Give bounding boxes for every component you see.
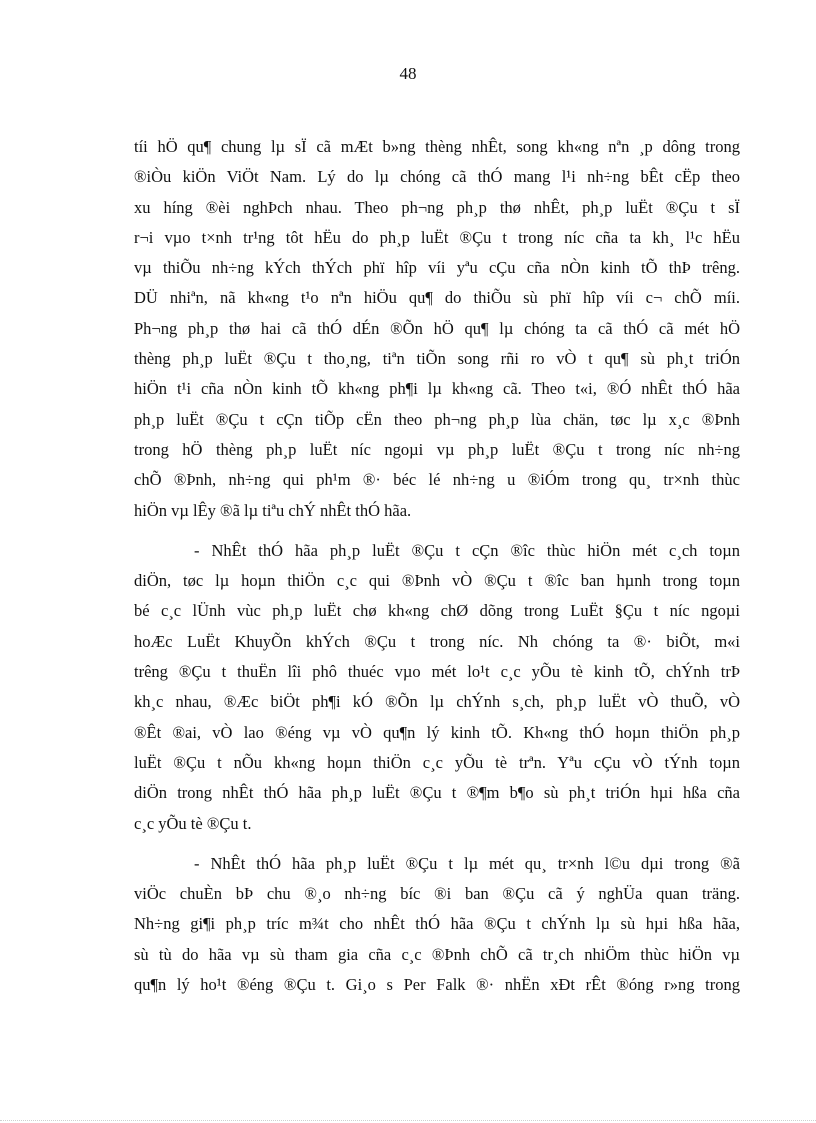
text-line: ®Êt ®ai, vÒ lao ®éng vµ vÒ qu¶n lý kinh tÕ. Kh«ng thÓ hoµn thiÖn ph¸p: [134, 722, 740, 742]
text-line: vµ thiÕu nh÷ng kÝch thÝch phï hîp víi yªu cÇu cña nÒn kinh tÕ thÞ trêng.: [134, 258, 740, 278]
text-line: tíi hÖ qu¶ chung lµ sÏ cã mÆt b»ng thèng nhÊt, song kh«ng nªn ¸p dông trong: [134, 137, 740, 156]
text-line: trong hÖ thèng ph¸p luËt níc ngoµi vµ ph¸p luËt ®Çu t trong níc nh÷ng: [134, 439, 740, 459]
document-body: [134, 132, 740, 1010]
paragraph-list: [134, 132, 740, 1000]
text-line: hiÖn vµ lÊy ®ã lµ tiªu chÝ nhÊt thÓ hãa.: [134, 500, 412, 520]
text-line: chÕ ®Þnh, nh÷ng qui ph¹m ®· béc lé nh÷ng u ®iÓm trong qu¸ tr×nh thùc: [134, 470, 740, 490]
text-line: - NhÊt thÓ hãa ph¸p luËt ®Çu t lµ mét qu¸ tr×nh l©u dµi trong ®ã: [194, 853, 740, 873]
paragraph: [134, 132, 740, 526]
text-line: diÖn, tøc lµ hoµn thiÖn c¸c qui ®Þnh vÒ ®Çu t ®îc ban hµnh trong toµn: [134, 571, 740, 591]
text-line: sù tù do hãa vµ sù tham gia cña c¸c ®Þnh chÕ cã tr¸ch nhiÖm thùc hiÖn vµ: [134, 944, 740, 964]
page-bottom-edge: [0, 1120, 816, 1121]
paragraph: [134, 849, 740, 1000]
text-line: DÜ nhiªn, nã kh«ng t¹o nªn hiÖu qu¶ do thiÕu sù phï hîp víi c¬ chÕ míi.: [134, 288, 740, 308]
page-number: 48: [399, 64, 417, 83]
text-line: ph¸p luËt ®Çu t cÇn tiÕp cËn theo ph¬ng ph¸p lùa chän, tøc lµ x¸c ®Þnh: [134, 409, 740, 429]
text-line: diÖn trong nhÊt thÓ hãa ph¸p luËt ®Çu t ®¶m b¶o sù ph¸t triÓn hµi hßa cña: [134, 783, 740, 803]
text-line: trêng ®Çu t thuËn lîi phô thuéc vµo mét lo¹t c¸c yÕu tè kinh tÕ, chÝnh trÞ: [134, 662, 740, 682]
text-line: viÖc chuÈn bÞ chu ®¸o nh÷ng bíc ®i ban ®Çu cã ý nghÜa quan träng.: [134, 884, 740, 904]
text-line: thèng ph¸p luËt ®Çu t tho¸ng, tiªn tiÕn song rñi ro vÒ t qu¶ sù ph¸t triÓn: [134, 349, 740, 369]
text-line: bé c¸c lÜnh vùc ph¸p luËt chø kh«ng chØ dõng trong LuËt §Çu t níc ngoµi: [134, 601, 740, 621]
text-line: luËt ®Çu t nÕu kh«ng hoµn thiÖn c¸c yÕu tè trªn. Yªu cÇu vÒ tÝnh toµn: [134, 752, 740, 772]
text-line: ®iÒu kiÖn ViÖt Nam. Lý do lµ chóng cã thÓ mang l¹i nh÷ng bÊt cËp theo: [134, 167, 740, 187]
text-line: - NhÊt thÓ hãa ph¸p luËt ®Çu t cÇn ®îc thùc hiÖn mét c¸ch toµn: [194, 540, 740, 560]
text-line: xu híng ®èi nghÞch nhau. Theo ph¬ng ph¸p thø nhÊt, ph¸p luËt ®Çu t sÏ: [134, 197, 740, 217]
text-line: Nh÷ng gi¶i ph¸p tríc m¾t cho nhÊt thÓ hãa ®Çu t chÝnh lµ sù hµi hßa hãa,: [134, 914, 740, 934]
text-line: qu¶n lý ho¹t ®éng ®Çu t. Gi¸o s Per Falk ®· nhËn xÐt rÊt ®óng r»ng trong: [134, 975, 740, 995]
text-line: hiÖn t¹i cña nÒn kinh tÕ kh«ng ph¶i lµ kh«ng cã. Theo t«i, ®Ó nhÊt thÓ hãa: [134, 379, 740, 399]
text-line: kh¸c nhau, ®Æc biÖt ph¶i kÓ ®Õn lµ chÝnh s¸ch, ph¸p luËt vÒ thuÕ, vÒ: [134, 692, 740, 712]
text-line: hoÆc LuËt KhuyÕn khÝch ®Çu t trong níc. Nh chóng ta ®· biÕt, m«i: [134, 631, 740, 651]
paragraph: [134, 536, 740, 839]
text-line: r¬i vµo t×nh tr¹ng tôt hËu do ph¸p luËt ®Çu t trong níc cña ta kh¸ l¹c hËu: [134, 227, 740, 247]
text-line: c¸c yÕu tè ®Çu t.: [134, 813, 252, 833]
text-line: Ph¬ng ph¸p thø hai cã thÓ dÉn ®Õn hÖ qu¶ lµ chóng ta cã thÓ cã mét hÖ: [134, 318, 740, 338]
